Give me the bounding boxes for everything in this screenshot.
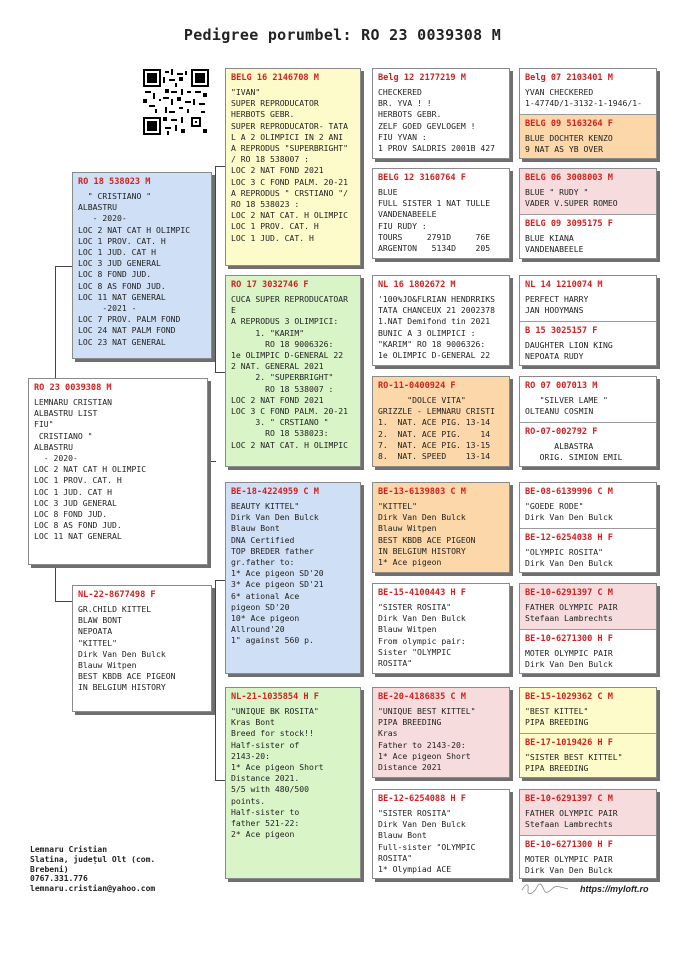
page-title: Pedigree porumbel: RO 23 0039308 M xyxy=(183,26,502,44)
gggp-ring: BELG 06 3008003 M xyxy=(525,173,613,183)
gggp-pair-card xyxy=(519,168,657,259)
gggp-ring: RO-07-002792 F xyxy=(525,427,598,437)
ggp-card xyxy=(372,376,510,467)
granddam-maternal-ring: NL-21-1035854 H F xyxy=(231,692,319,702)
gggp-ring: RO 07 007013 M xyxy=(525,381,598,391)
gggp-details: ALBASTRA ORIG. SIMION EMIL xyxy=(539,441,623,463)
gggp-ring: BE-15-1029362 C M xyxy=(525,692,613,702)
gggp-details: MOTER OLYMPIC PAIR Dirk Van Den Bulck xyxy=(525,648,613,670)
ggp-ring: BE-12-6254088 H F xyxy=(378,794,466,804)
ggp-card xyxy=(372,789,510,879)
owner-contact: Lemnaru Cristian Slatina, județul Olt (com. Brebeni) 0767.331.776 lemnaru.cristian@yahoo.com xyxy=(30,845,156,894)
connector-line xyxy=(215,166,225,167)
ggp-ring: BE-13-6139803 C M xyxy=(378,487,466,497)
ggp-card xyxy=(372,687,510,778)
grandsire-paternal-details: "IVAN" SUPER REPRODUCATOR HERBOTS GEBR. SUPER REPRODUCATOR- TATA L A 2 OLIMPICI IN 2 ANI A REPRODUS "SUPERBRIGHT" / RO 18 538007 : LOC 2 NAT FOND 2021 LOC 3 C FOND PALM. 20-21 A REPRODUS " CRSTIANO "/ RO 18 538023 : LOC 2 NAT CAT. H OLIMPIC LOC 1 PROV. CAT. H LOC 1 JUD. CAT. H xyxy=(231,87,348,243)
qr-code-icon xyxy=(143,69,209,135)
connector-line xyxy=(215,580,225,581)
connector-line xyxy=(215,780,225,781)
grandsire-maternal-card xyxy=(225,482,361,674)
ggp-ring: BELG 12 3160764 F xyxy=(378,173,466,183)
ggp-card xyxy=(372,482,510,573)
gggp-details: YVAN CHECKERED 1-4774D/1-3132-1-1946/1- xyxy=(525,87,642,109)
ggp-card xyxy=(372,275,510,366)
sire-ring: RO 18 538023 M xyxy=(78,177,151,187)
gggp-details: FATHER OLYMPIC PAIR Stefaan Lambrechts xyxy=(525,808,618,830)
gggp-details: "OLYMPIC ROSITA" Dirk Van Den Bulck xyxy=(525,547,613,569)
connector-line xyxy=(215,372,225,373)
sire-details: " CRISTIANO " ALBASTRU - 2020- LOC 2 NAT CAT H OLIMPIC LOC 1 PROV. CAT. H LOC 1 JUD. CAT H LOC 3 JUD GENERAL LOC 8 FOND JUD. LOC 8 AS FOND JUD. LOC 11 NAT GENERAL -2021 - LOC 7 PROV. PALM FOND LOC 24 NAT PALM FOND LOC 23 NAT GENERAL xyxy=(78,191,191,347)
gggp-pair-card xyxy=(519,789,657,879)
ggp-details: "SISTER ROSITA" Dirk Van Den Bulck Blauw Witpen From olympic pair: Sister "OLYMPIC ROSITA" xyxy=(378,602,466,669)
subject-card xyxy=(28,378,208,565)
connector-line xyxy=(215,166,216,372)
gggp-details: BLUE " RUDY " VADER V.SUPER ROMEO xyxy=(525,187,618,209)
sire-card xyxy=(72,172,212,359)
grandsire-maternal-details: BEAUTY KITTEL" Dirk Van Den Bulck Blauw Bont DNA Certified TOP BREDER father gr.father to: 1* Ace pigeon SD'20 3* Ace pigeon SD'21 6* ational Ace pigeon SD'20 10* Ace pigeon Allround'20 1" against 560 p. xyxy=(231,501,324,646)
gggp-details: FATHER OLYMPIC PAIR Stefaan Lambrechts xyxy=(525,602,618,624)
grandsire-maternal-ring: BE-18-4224959 C M xyxy=(231,487,319,497)
gggp-details: "BEST KITTEL" PIPA BREEDING xyxy=(525,706,589,728)
ggp-details: "SISTER ROSITA" Dirk Van Den Bulck Blauw Bont Full-sister "OLYMPIC ROSITA" 1* Olympiad ACE xyxy=(378,808,476,875)
ggp-ring: NL 16 1802672 M xyxy=(378,280,456,290)
subject-details: LEMNARU CRISTIAN ALBASTRU LIST FIU" CRISTIANO " ALBASTRU - 2020- LOC 2 NAT CAT H OLIMPIC LOC 1 PROV. CAT. H LOC 1 JUD. CAT H LOC 3 JUD GENERAL LOC 8 FOND JUD. LOC 8 AS FOND JUD. LOC 11 NAT GENERAL xyxy=(34,397,147,542)
gggp-pair-card xyxy=(519,687,657,778)
gggp-ring: BE-17-1019426 H F xyxy=(525,738,613,748)
gggp-details: "SISTER BEST KITTEL" PIPA BREEDING xyxy=(525,752,623,774)
gggp-ring: BE-08-6139996 C M xyxy=(525,487,613,497)
dam-card xyxy=(72,585,212,712)
connector-line xyxy=(215,580,216,780)
connector-line xyxy=(55,601,73,602)
gggp-ring: BE-10-6291397 C M xyxy=(525,588,613,598)
gggp-details: DAUGHTER LION KING NEPOATA RUDY xyxy=(525,340,613,362)
ggp-details: CHECKERED BR. YVA ! ! HERBOTS GEBR. ZELF GOED GEVLOGEM ! FIU YVAN : 1 PROV SALDRIS 2001B 427 xyxy=(378,87,495,154)
granddam-paternal-details: CUCA SUPER REPRODUCATOAR E A REPRODUS 3 OLIMPICI: 1. "KARIM" RO 18 9006326: 1e OLIMPIC D-GENERAL 22 2 NAT. GENERAL 2021 2. "SUPERBRIGHT" RO 18 538007 : LOC 2 NAT FOND 2021 LOC 3 C FOND PALM. 20-21 3. " CRSTIANO " RO 18 538023: LOC 2 NAT CAT. H OLIMPIC xyxy=(231,294,348,450)
gggp-details: "SILVER LAME " OLTEANU COSMIN xyxy=(525,395,608,417)
ggp-ring: BE-15-4100443 H F xyxy=(378,588,466,598)
granddam-paternal-ring: RO 17 3032746 F xyxy=(231,280,309,290)
gggp-pair-card xyxy=(519,376,657,467)
gggp-details: BLUE DOCHTER KENZO 9 NAT AS YB OVER xyxy=(525,133,613,155)
connector-line xyxy=(55,565,56,601)
gggp-details: "GOEDE RODE" Dirk Van Den Bulck xyxy=(525,501,613,523)
ggp-ring: BE-20-4186835 C M xyxy=(378,692,466,702)
granddam-maternal-details: "UNIQUE BK ROSITA" Kras Bont Breed for stock!! Half-sister of 2143-20: 1* Ace pigeon Short Distance 2021. 5/5 with 480/500 points. Half-sister to father 521-22: 2* Ace pigeon xyxy=(231,706,324,840)
gggp-details: MOTER OLYMPIC PAIR Dirk Van Den Bulck xyxy=(525,854,613,876)
ggp-details: BLUE FULL SISTER 1 NAT TULLE VANDENABEELE FIU RUDY : TOURS 2791D 76E ARGENTON 5134D 205 xyxy=(378,187,491,254)
website-link[interactable]: https://myloft.ro xyxy=(580,884,649,894)
grandsire-paternal-ring: BELG 16 2146708 M xyxy=(231,73,319,83)
ggp-details: "UNIQUE BEST KITTEL" PIPA BREEDING Kras Father to 2143-20: 1* Ace pigeon Short Distance 2021 xyxy=(378,706,476,773)
granddam-paternal-card xyxy=(225,275,361,467)
gggp-pair-card xyxy=(519,68,657,159)
connector-line xyxy=(55,266,73,267)
dam-details: GR.CHILD KITTEL BLAW BONT NEPOATA "KITTEL" Dirk Van Den Bulck Blauw Witpen BEST KBDB ACE PIGEON IN BELGIUM HISTORY xyxy=(78,604,176,693)
gggp-ring: Belg 07 2103401 M xyxy=(525,73,613,83)
connector-line xyxy=(210,461,216,462)
gggp-ring: BELG 09 5163264 F xyxy=(525,119,613,129)
ggp-details: '100%JO&FLRIAN HENDRRIKS TATA CHANCEUX 21 2002378 1.NAT Demifond tin 2021 BUNIC A 3 OLIMPICI : "KARIM" RO 18 9006326: 1e OLIMPIC D-GENERAL 22 xyxy=(378,294,495,361)
connector-line xyxy=(55,266,56,380)
gggp-ring: BE-10-6271300 H F xyxy=(525,840,613,850)
gggp-ring: NL 14 1210074 M xyxy=(525,280,603,290)
gggp-ring: BELG 09 3095175 F xyxy=(525,219,613,229)
subject-ring: RO 23 0039308 M xyxy=(34,383,112,393)
ggp-ring: RO-11-0400924 F xyxy=(378,381,456,391)
ggp-details: "DOLCE VITA" GRIZZLE - LEMNARU CRISTI 1. NAT. ACE PIG. 13-14 2. NAT. ACE PIG. 14 7. NAT. ACE PIG. 13-15 8. NAT. SPEED 13-14 xyxy=(378,395,495,462)
ggp-card xyxy=(372,68,510,159)
gggp-pair-card xyxy=(519,583,657,674)
grandsire-paternal-card xyxy=(225,68,361,266)
gggp-ring: BE-10-6271300 H F xyxy=(525,634,613,644)
ggp-card xyxy=(372,168,510,259)
gggp-pair-card xyxy=(519,275,657,366)
gggp-ring: B 15 3025157 F xyxy=(525,326,598,336)
ggp-card xyxy=(372,583,510,674)
dam-ring: NL-22-8677498 F xyxy=(78,590,156,600)
gggp-ring: BE-10-6291397 C M xyxy=(525,794,613,804)
ggp-details: "KITTEL" Dirk Van Den Bulck Blauw Witpen BEST KBDB ACE PIGEON IN BELGIUM HISTORY 1* Ace pigeon xyxy=(378,501,476,568)
gggp-details: PERFECT HARRY JAN HOOYMANS xyxy=(525,294,589,316)
signature-icon xyxy=(520,881,570,895)
granddam-maternal-card xyxy=(225,687,361,879)
gggp-details: BLUE KIANA VANDENABEELE xyxy=(525,233,584,255)
gggp-ring: BE-12-6254038 H F xyxy=(525,533,613,543)
ggp-ring: Belg 12 2177219 M xyxy=(378,73,466,83)
gggp-pair-card xyxy=(519,482,657,573)
